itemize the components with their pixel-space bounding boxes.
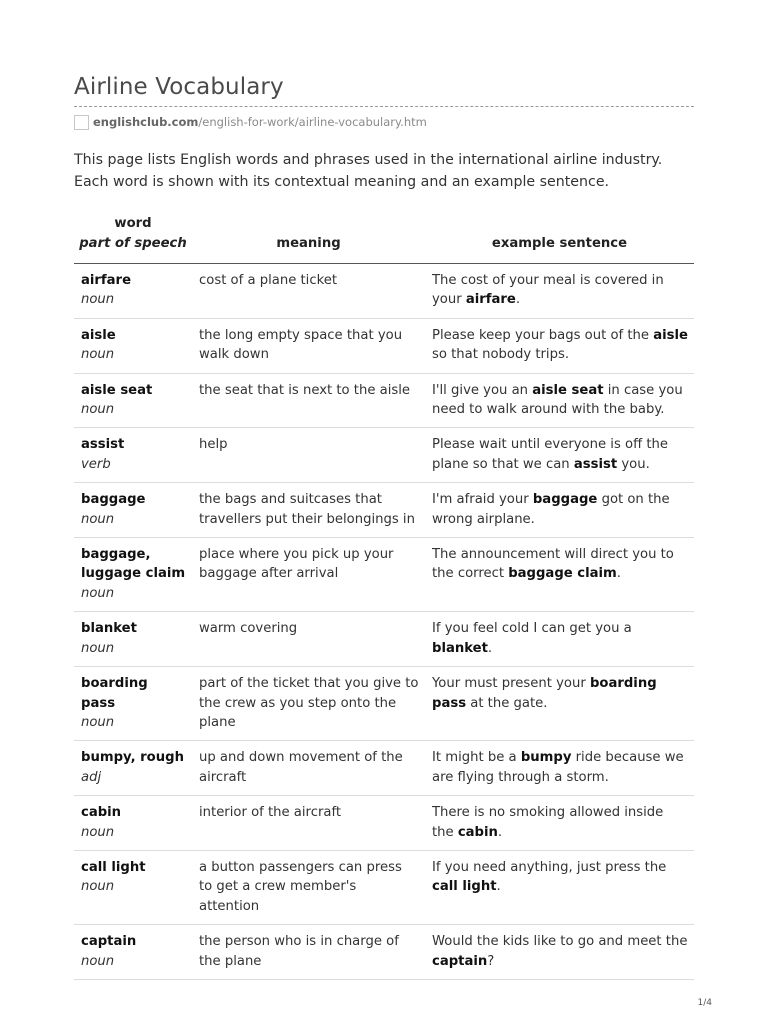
example-text: The cost of your meal is covered in your [432,273,664,308]
intro-paragraph: This page lists English words and phrases used in the international airline industry. Each word is shown with its contextual meaning and an example sentence. [74,152,663,190]
example-text: Please keep your bags out of the [432,327,654,343]
example-keyword: cabin [457,824,498,840]
example-text: The announcement will direct you to the correct [432,547,674,582]
example-cell [425,264,694,319]
vocab-word: call light [81,859,146,875]
word-cell [74,428,192,483]
header-meaning: meaning [192,214,425,264]
example-text: It might be a [432,750,521,766]
meaning-cell: help [192,428,425,483]
example-text: There is no smoking allowed inside the [432,805,664,840]
example-keyword: assist [573,456,618,472]
example-keyword: captain [432,953,488,969]
vocab-word: assist [81,437,125,453]
vocab-word: airfare [81,273,132,288]
header-word [74,214,192,264]
word-cell [74,483,192,538]
header-word-label: word [114,216,152,231]
source-path: /english-for-work/airline-vocabulary.htm [198,115,427,129]
table-row [74,538,694,612]
meaning-cell: the long empty space that you walk down [192,318,425,373]
meaning-cell: part of the ticket that you give to the crew as you step onto the plane [192,667,425,741]
source-domain: englishclub.com [93,115,199,129]
word-cell [74,741,192,796]
word-cell [74,318,192,373]
meaning-cell: a button passengers can press to get a crew member's attention [192,850,425,924]
example-cell [425,612,694,667]
table-row [74,850,694,924]
table-body [74,264,694,980]
page-title: Airline Vocabulary [74,74,284,100]
part-of-speech: verb [81,456,111,472]
example-cell [425,925,694,980]
table-header-row [74,214,694,264]
table-row [74,483,694,538]
part-of-speech: noun [81,824,115,840]
meaning-cell: place where you pick up your baggage after arrival [192,538,425,612]
word-cell [74,796,192,851]
example-keyword: aisle seat [532,382,604,398]
word-cell [74,264,192,319]
meaning-cell: the seat that is next to the aisle [192,373,425,428]
example-text: If you need anything, just press the [432,859,667,875]
example-text: . [496,879,501,895]
vocab-word: cabin [81,805,122,821]
table-row [74,373,694,428]
header-pos-label: part of speech [79,236,187,251]
table-row [74,264,694,319]
source-link[interactable] [74,112,694,132]
vocab-word: bumpy, rough [81,750,184,766]
example-keyword: call light [432,879,497,895]
meaning-cell: cost of a plane ticket [192,264,425,319]
vocab-word: baggage, luggage claim [81,547,186,582]
example-keyword: baggage claim [508,566,617,582]
example-text: ? [487,953,495,969]
part-of-speech: noun [81,511,115,527]
vocab-word: aisle seat [81,382,153,398]
example-text: got on the wrong airplane. [432,492,670,527]
example-text: Your must present your [432,676,590,692]
example-keyword: boarding pass [432,676,657,711]
vocab-word: aisle [81,327,116,343]
table-row [74,667,694,741]
table-row [74,318,694,373]
word-cell [74,667,192,741]
table-row [74,796,694,851]
part-of-speech: adj [81,769,102,785]
vocab-word: captain [81,934,137,950]
word-cell [74,850,192,924]
document-page [74,70,694,980]
example-cell [425,373,694,428]
example-cell [425,741,694,796]
example-text: you. [617,456,650,472]
table-row [74,925,694,980]
word-cell [74,925,192,980]
part-of-speech: noun [81,879,115,895]
table-row [74,741,694,796]
part-of-speech: noun [81,347,115,363]
part-of-speech: noun [81,292,115,308]
part-of-speech: noun [81,402,115,418]
table-row [74,612,694,667]
favicon-icon [74,115,89,130]
example-keyword: bumpy [520,750,572,766]
vocab-word: baggage [81,492,146,508]
example-keyword: aisle [653,327,688,343]
example-cell [425,667,694,741]
part-of-speech: noun [81,585,115,601]
word-cell [74,538,192,612]
example-cell [425,796,694,851]
vocab-word: blanket [81,621,137,637]
meaning-cell: the person who is in charge of the plane [192,925,425,980]
example-text: in case you need to walk around with the baby. [432,382,683,418]
example-text: . [497,824,503,840]
meaning-cell: interior of the aircraft [192,796,425,851]
example-cell [425,483,694,538]
vocabulary-table [74,214,694,980]
example-text: . [515,292,521,308]
example-text: I'll give you an [432,382,533,398]
example-cell [425,428,694,483]
example-text: If you feel cold I can get you a [432,621,632,637]
example-text: at the gate. [466,695,548,711]
meaning-cell: the bags and suitcases that travellers put their belongings in [192,483,425,538]
table-row [74,428,694,483]
example-keyword: baggage [532,492,598,508]
example-text: so that nobody trips. [432,347,570,363]
vocab-word: boarding pass [81,676,148,711]
meaning-cell: warm covering [192,612,425,667]
example-text: I'm afraid your [432,492,533,508]
header-example: example sentence [425,214,694,264]
example-keyword: blanket [432,640,488,656]
part-of-speech: noun [81,953,115,969]
example-text: Would the kids like to go and meet the [432,934,688,950]
part-of-speech: noun [81,640,115,656]
title-divider [74,106,694,107]
example-text: Please wait until everyone is off the plane so that we can [432,437,668,472]
page-number: 1/4 [697,998,712,1008]
example-cell [425,538,694,612]
meaning-cell: up and down movement of the aircraft [192,741,425,796]
example-cell [425,850,694,924]
example-text: . [487,640,493,656]
example-keyword: airfare [465,292,516,308]
example-text: ride because we are flying through a storm. [432,750,684,785]
word-cell [74,612,192,667]
example-cell [425,318,694,373]
word-cell [74,373,192,428]
part-of-speech: noun [81,714,115,730]
example-text: . [616,566,621,582]
